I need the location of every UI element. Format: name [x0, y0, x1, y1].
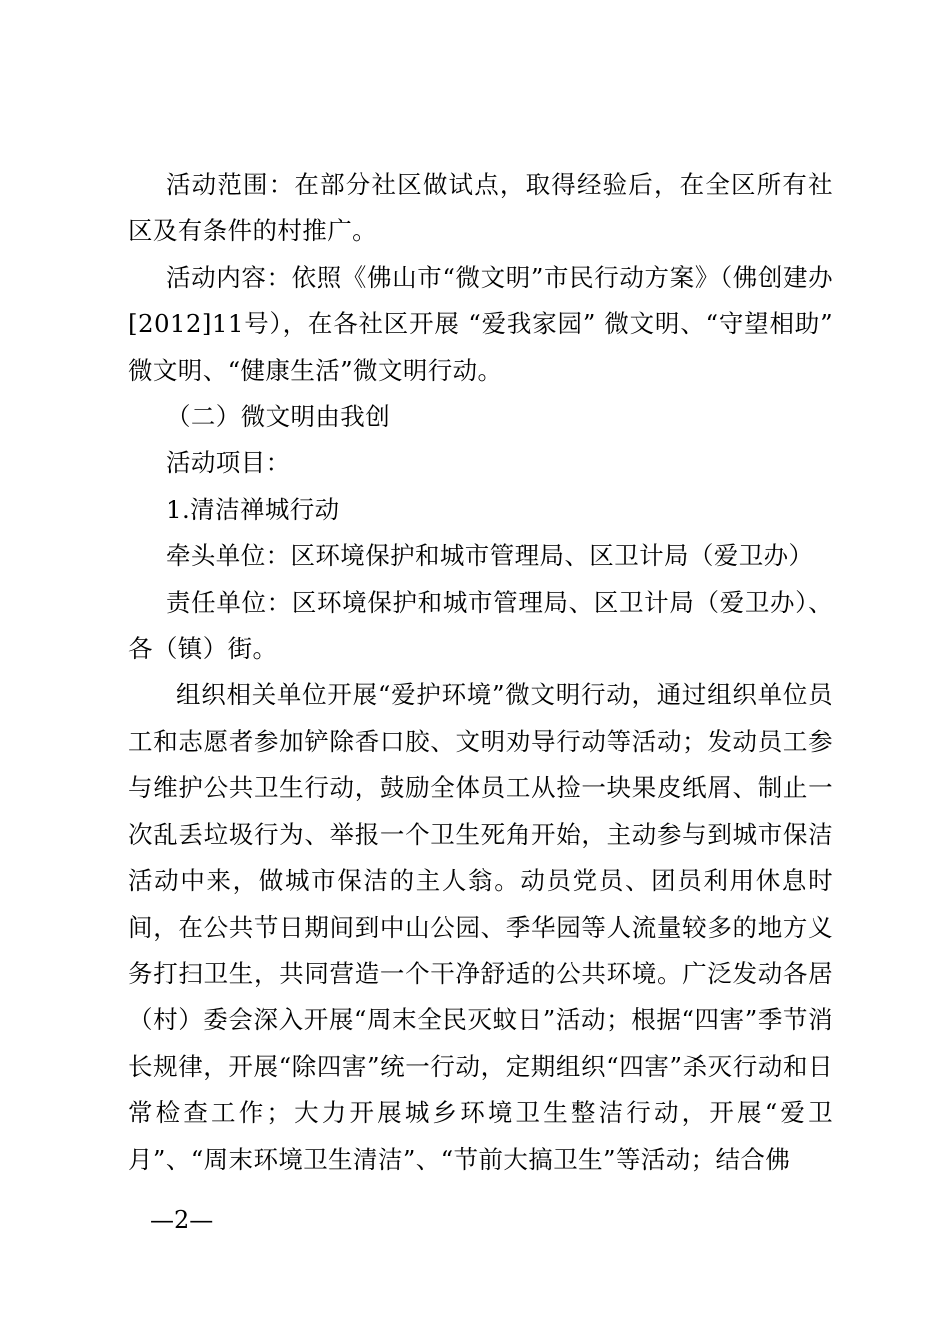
document-body: [128, 162, 833, 1183]
section-heading: （二）微文明由我创: [166, 402, 391, 432]
paragraph-activity-scope: 活动范围：在部分社区做试点，取得经验后，在全区所有社区及有条件的村推广。: [128, 170, 833, 246]
item-heading: 1.清洁禅城行动: [166, 494, 340, 524]
page-number: —2—: [150, 1206, 214, 1234]
paragraph-responsible-unit: 责任单位：区环境保护和城市管理局、区卫计局（爱卫办）、各（镇）街。: [128, 587, 833, 664]
paragraph-activity-description: 组织相关单位开展“爱护环境”微文明行动，通过组织单位员工和志愿者参加铲除香口胶、文明劝导行动等活动；发动员工参与维护公共卫生行动，鼓励全体员工从捡一块果皮纸屑、制止一次乱丢垃圾行为、举报一个卫生死角开始，主动参与到城市保洁活动中来，做城市保洁的主人翁。动员党员、团员利用休息时间，在公共节日期间到中山公园、季华园等人流量较多的地方义务打扫卫生，共同营造一个干净舒适的公共环境。广泛发动各居（村）委会深入开展“周末全民灭蚊日”活动；根据“四害”季节消长规律，开展“除四害”统一行动，定期组织“四害”杀灭行动和日常检查工作；大力开展城乡环境卫生整洁行动，开展“爱卫月”、“周末环境卫生清洁”、“节前大搞卫生”等活动；结合佛: [128, 680, 833, 1174]
paragraph-activity-items: 活动项目：: [166, 448, 291, 478]
paragraph-lead-unit: 牵头单位：区环境保护和城市管理局、区卫计局（爱卫办）: [166, 541, 814, 571]
paragraph-activity-content: 活动内容：依照《佛山市“微文明”市民行动方案》（佛创建办[2012]11号），在各社区开展 “爱我家园” 微文明、“守望相助” 微文明、“健康生活”微文明行动。: [128, 262, 833, 385]
